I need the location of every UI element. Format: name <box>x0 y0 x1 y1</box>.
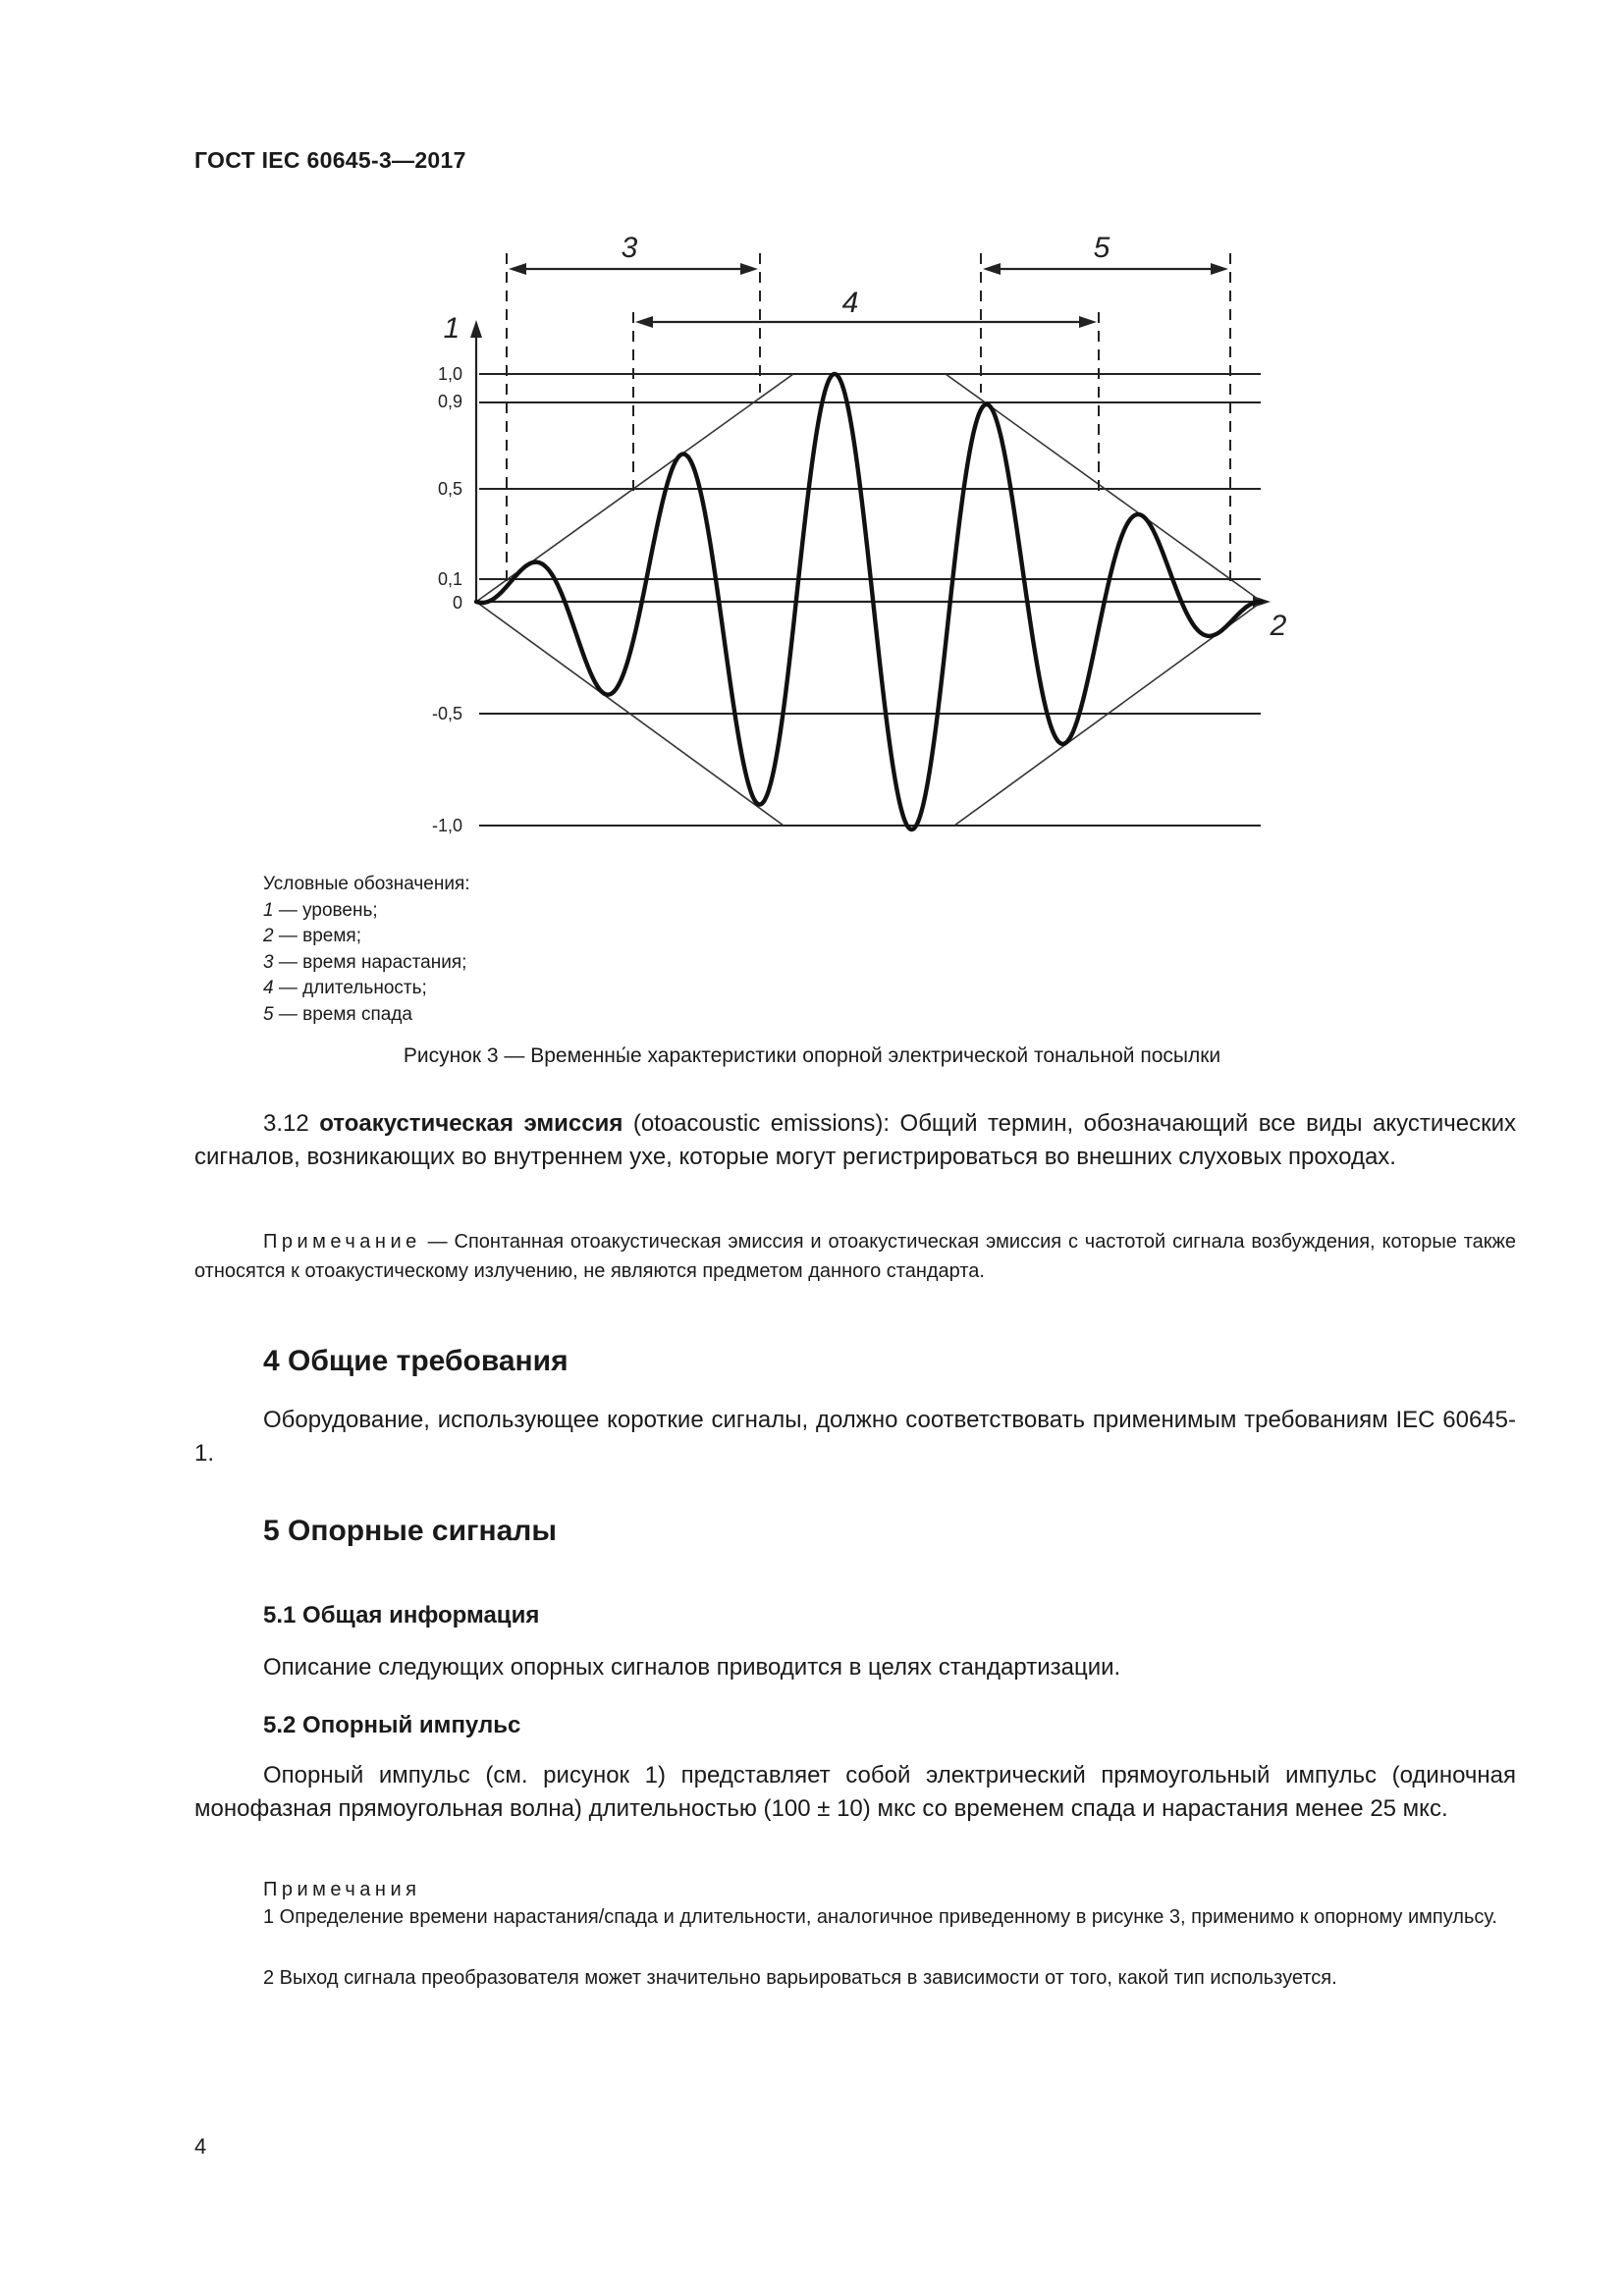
y-tick-neg-0-5: -0,5 <box>431 704 462 723</box>
note-2: 2 Выход сигнала преобразователя может значительно варьироваться в зависимости от того, какой тип используется. <box>263 1967 1337 1989</box>
figure-legend <box>263 872 470 1028</box>
section-5-1-text: Описание следующих опорных сигналов приводится в целях стандартизации. <box>263 1654 1121 1681</box>
note-3-12: Примечание — Спонтанная отоакустическая эмиссия и отоакустическая эмиссия с частотой сигнала возбуждения, которые также относятся к отоакустическому излучению, не являются предметом данного стандарта. <box>194 1231 1516 1282</box>
tone-burst-figure <box>0 0 1624 864</box>
term-otoacoustic-emission: отоакустическая эмиссия <box>319 1110 623 1137</box>
axis-label-level: 1 <box>443 312 460 345</box>
section-4-text: Оборудование, использующее короткие сигналы, должно соответствовать применимым требованиям IEC 60645-1. <box>194 1407 1516 1467</box>
legend-item: 1 — уровень; <box>263 899 378 921</box>
legend-title: Условные обозначения: <box>263 874 470 894</box>
dim-label-fall: 5 <box>1093 232 1110 264</box>
y-tick-0-9: 0,9 <box>437 392 462 411</box>
dim-label-duration: 4 <box>841 287 859 319</box>
dim-duration-arrow-right <box>1079 316 1097 328</box>
legend-item: 4 — длительность; <box>263 978 427 998</box>
y-tick-0-1: 0,1 <box>437 569 462 589</box>
section-5-1-heading: 5.1 Общая информация <box>263 1602 540 1629</box>
note-1: 1 Определение времени нарастания/спада и длительности, аналогичное приведенному в рисунке 3, применимо к опорному импульсу. <box>263 1906 1497 1928</box>
axis-label-time: 2 <box>1270 610 1287 642</box>
y-tick-1-0: 1,0 <box>437 364 462 384</box>
legend-item: 5 — время спада <box>263 1003 413 1025</box>
legend-item: 2 — время; <box>263 926 361 946</box>
dim-rise-arrow-left <box>509 263 526 275</box>
y-tick-neg-1-0: -1,0 <box>431 816 462 835</box>
dim-label-rise: 3 <box>621 232 638 264</box>
dim-fall-arrow-right <box>1211 263 1228 275</box>
figure-caption: Рисунок 3 — Временны́е характеристики опорной электрической тональной посылки <box>403 1044 1221 1067</box>
y-tick-0-5: 0,5 <box>437 479 462 499</box>
notes-label: Примечания <box>263 1879 421 1900</box>
legend-item: 3 — время нарастания; <box>263 951 467 973</box>
section-5-heading: 5 Опорные сигналы <box>263 1515 557 1547</box>
section-4-heading: 4 Общие требования <box>263 1345 568 1377</box>
dim-duration-arrow-left <box>635 316 653 328</box>
section-5-2-text: Опорный импульс (см. рисунок 1) представляет собой электрический прямоугольный импульс (одиночная монофазная прямоугольная волна) длительностью (100 ± 10) мкс со временем спада и нарастания менее 25 мкс. <box>194 1762 1516 1822</box>
level-axis-arrow <box>470 320 482 338</box>
dim-rise-arrow-right <box>740 263 758 275</box>
document-header: ГОСТ IEC 60645-3—2017 <box>194 147 466 173</box>
page-number: 4 <box>194 2134 207 2159</box>
dim-fall-arrow-left <box>983 263 1001 275</box>
y-tick-0: 0 <box>452 593 462 613</box>
section-5-2-heading: 5.2 Опорный импульс <box>263 1712 521 1738</box>
definition-3-12: 3.12 отоакустическая эмиссия (otoacoustic emissions): Общий термин, обозначающий все виды акустических сигналов, возникающих во внутреннем ухе, которые могут регистрироваться во внешних слуховых проходах. <box>194 1110 1516 1170</box>
